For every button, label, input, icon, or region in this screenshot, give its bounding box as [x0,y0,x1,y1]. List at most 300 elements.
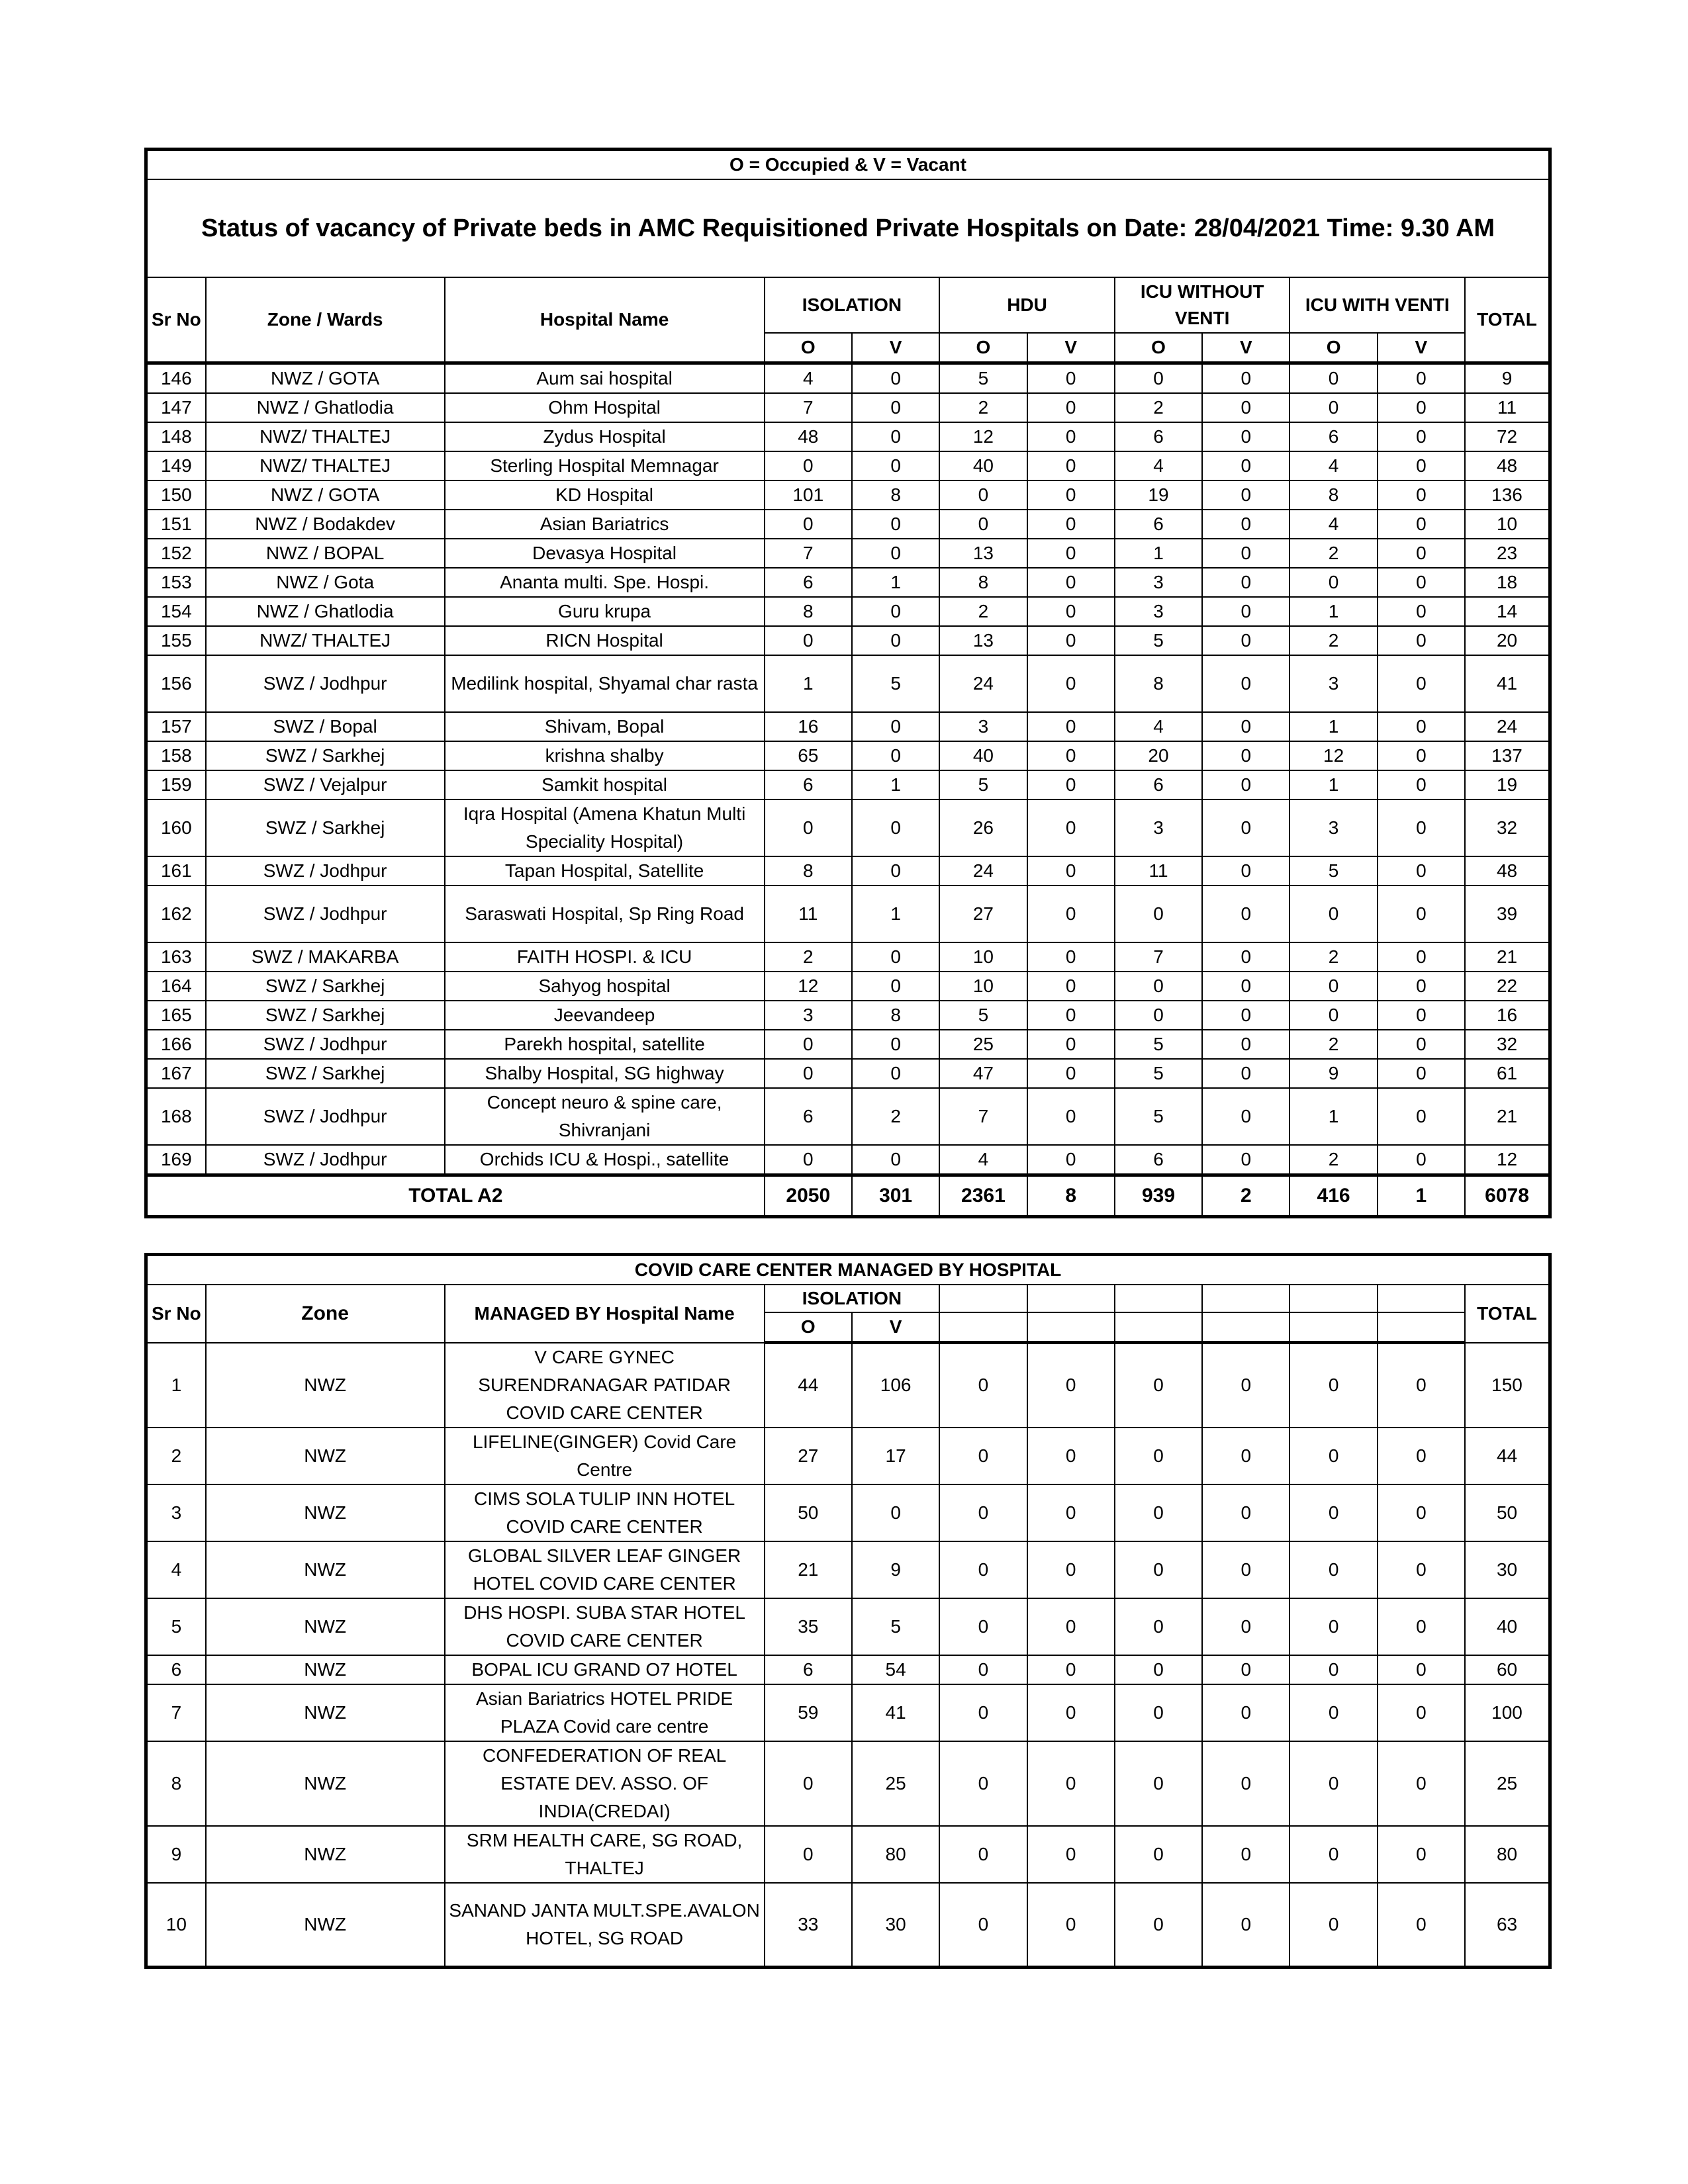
table-row [146,799,1550,856]
cell-sr-no: 159 [146,770,206,799]
cell-value: 0 [939,1343,1027,1428]
cell-value: 0 [939,480,1027,510]
cell-sr-no: 167 [146,1059,206,1088]
header-o: O [765,333,852,363]
cell-value: 1 [765,655,852,712]
covid-header-zone: Zone [206,1285,445,1343]
list-item [146,1826,1550,1883]
cell-value: 0 [1378,942,1465,972]
cell-value: 0 [1027,799,1115,856]
cell-value: 0 [1202,1598,1289,1655]
header-total: TOTAL [1465,277,1550,363]
header-icu-without-venti: ICU WITHOUT VENTI [1115,277,1290,333]
cell-value: 0 [1115,1826,1202,1883]
cell-value: 12 [765,972,852,1001]
cell-value: 1 [852,770,939,799]
cell-value: 0 [1378,539,1465,568]
cell-value: 44 [765,1343,852,1428]
cell-center-name: CIMS SOLA TULIP INN HOTEL COVID CARE CENTER [445,1484,765,1541]
cell-value: 3 [1115,597,1202,626]
table-row [146,972,1550,1001]
cell-value: 63 [1465,1883,1550,1968]
cell-zone: NWZ / GOTA [206,363,445,394]
cell-value: 6 [765,568,852,597]
cell-center-name: SANAND JANTA MULT.SPE.AVALON HOTEL, SG ROAD [445,1883,765,1968]
cell-center-name: BOPAL ICU GRAND O7 HOTEL [445,1655,765,1684]
cell-value: 4 [1289,451,1377,480]
cell-value: 0 [1289,886,1377,942]
cell-value: 12 [1465,1145,1550,1175]
cell-zone: SWZ / MAKARBA [206,942,445,972]
cell-hospital-name: Devasya Hospital [445,539,765,568]
cell-value: 0 [1027,1145,1115,1175]
cell-value: 1 [1289,712,1377,741]
cell-sr-no: 161 [146,856,206,886]
cell-value: 11 [765,886,852,942]
blank-header [1027,1285,1115,1312]
cell-value: 0 [765,1145,852,1175]
covid-header-o: O [765,1312,852,1343]
cell-value: 21 [1465,942,1550,972]
cell-hospital-name: Shalby Hospital, SG highway [445,1059,765,1088]
cell-hospital-name: FAITH HOSPI. & ICU [445,942,765,972]
cell-value: 0 [1378,799,1465,856]
cell-value: 5 [939,1001,1027,1030]
cell-value: 61 [1465,1059,1550,1088]
cell-value: 3 [1115,568,1202,597]
cell-hospital-name: Guru krupa [445,597,765,626]
total-value: 416 [1289,1175,1377,1217]
cell-value: 0 [1202,1428,1289,1484]
cell-value: 44 [1465,1428,1550,1484]
total-value: 8 [1027,1175,1115,1217]
cell-value: 0 [852,363,939,394]
header-sr-no: Sr No [146,277,206,363]
cell-value: 0 [1378,770,1465,799]
cell-value: 0 [1027,1428,1115,1484]
cell-value: 0 [1289,1541,1377,1598]
cell-value: 72 [1465,422,1550,451]
cell-value: 60 [1465,1655,1550,1684]
cell-value: 0 [1202,1741,1289,1826]
cell-value: 0 [1289,1343,1377,1428]
cell-value: 100 [1465,1684,1550,1741]
total-label: TOTAL A2 [146,1175,765,1217]
cell-value: 0 [1378,451,1465,480]
blank-header [1378,1312,1465,1343]
cell-value: 0 [1027,1001,1115,1030]
header-hdu: HDU [939,277,1115,333]
cell-value: 0 [852,1059,939,1088]
cell-hospital-name: Saraswati Hospital, Sp Ring Road [445,886,765,942]
cell-value: 106 [852,1343,939,1428]
cell-sr-no: 169 [146,1145,206,1175]
cell-sr-no: 9 [146,1826,206,1883]
cell-value: 24 [939,655,1027,712]
cell-value: 0 [1202,1145,1289,1175]
blank-header [1202,1312,1289,1343]
cell-value: 12 [1289,741,1377,770]
cell-value: 11 [1465,393,1550,422]
cell-value: 11 [1115,856,1202,886]
cell-value: 2 [1289,539,1377,568]
cell-value: 4 [1115,451,1202,480]
cell-value: 0 [765,1059,852,1088]
cell-sr-no: 160 [146,799,206,856]
cell-value: 0 [1202,1001,1289,1030]
cell-value: 0 [1027,770,1115,799]
cell-value: 0 [1202,856,1289,886]
table-row [146,597,1550,626]
cell-hospital-name: Jeevandeep [445,1001,765,1030]
cell-value: 0 [1378,1059,1465,1088]
cell-zone: SWZ / Sarkhej [206,799,445,856]
cell-value: 0 [1027,712,1115,741]
cell-value: 0 [1115,1343,1202,1428]
cell-zone: NWZ [206,1655,445,1684]
cell-value: 0 [1378,856,1465,886]
cell-value: 8 [939,568,1027,597]
cell-value: 0 [1027,1826,1115,1883]
cell-value: 0 [1289,1428,1377,1484]
cell-zone: SWZ / Jodhpur [206,886,445,942]
cell-value: 19 [1465,770,1550,799]
cell-value: 3 [765,1001,852,1030]
cell-value: 0 [1202,1088,1289,1145]
cell-value: 0 [1027,1684,1115,1741]
table-row [146,393,1550,422]
cell-sr-no: 1 [146,1343,206,1428]
cell-zone: NWZ / Ghatlodia [206,597,445,626]
cell-value: 33 [765,1883,852,1968]
cell-value: 0 [1202,712,1289,741]
cell-hospital-name: Sahyog hospital [445,972,765,1001]
cell-hospital-name: Orchids ICU & Hospi., satellite [445,1145,765,1175]
cell-value: 9 [852,1541,939,1598]
cell-value: 0 [1202,770,1289,799]
cell-value: 32 [1465,799,1550,856]
cell-value: 0 [1027,1883,1115,1968]
cell-zone: SWZ / Sarkhej [206,1001,445,1030]
cell-hospital-name: Iqra Hospital (Amena Khatun Multi Speciality Hospital) [445,799,765,856]
cell-sr-no: 146 [146,363,206,394]
cell-value: 50 [1465,1484,1550,1541]
cell-zone: SWZ / Jodhpur [206,1088,445,1145]
cell-value: 2 [852,1088,939,1145]
cell-value: 0 [765,1826,852,1883]
cell-value: 0 [852,1030,939,1059]
cell-hospital-name: krishna shalby [445,741,765,770]
cell-value: 4 [939,1145,1027,1175]
cell-sr-no: 147 [146,393,206,422]
cell-value: 0 [852,942,939,972]
cell-value: 0 [765,1030,852,1059]
blank-header [1202,1285,1289,1312]
cell-value: 0 [939,1484,1027,1541]
header-v: V [1027,333,1115,363]
total-value: 6078 [1465,1175,1550,1217]
covid-header-name: MANAGED BY Hospital Name [445,1285,765,1343]
cell-value: 30 [852,1883,939,1968]
cell-value: 0 [852,972,939,1001]
cell-value: 80 [852,1826,939,1883]
cell-value: 14 [1465,597,1550,626]
cell-value: 5 [1115,1030,1202,1059]
cell-value: 12 [939,422,1027,451]
table-row [146,1088,1550,1145]
cell-zone: SWZ / Jodhpur [206,1030,445,1059]
cell-value: 0 [1289,1001,1377,1030]
cell-value: 0 [1378,655,1465,712]
cell-value: 0 [1115,1001,1202,1030]
cell-sr-no: 148 [146,422,206,451]
cell-value: 0 [1027,539,1115,568]
cell-zone: SWZ / Jodhpur [206,655,445,712]
cell-value: 0 [939,510,1027,539]
cell-value: 0 [1202,1030,1289,1059]
covid-header-isolation: ISOLATION [765,1285,940,1312]
covid-care-table [144,1253,1552,1969]
cell-sr-no: 3 [146,1484,206,1541]
cell-value: 1 [1289,770,1377,799]
list-item [146,1883,1550,1968]
cell-hospital-name: Aum sai hospital [445,363,765,394]
blank-header [1289,1285,1377,1312]
cell-value: 4 [1289,510,1377,539]
table-row [146,712,1550,741]
private-beds-table [144,148,1552,1218]
cell-value: 0 [765,451,852,480]
cell-value: 16 [1465,1001,1550,1030]
cell-center-name: LIFELINE(GINGER) Covid Care Centre [445,1428,765,1484]
cell-center-name: V CARE GYNEC SURENDRANAGAR PATIDAR COVID CARE CENTER [445,1343,765,1428]
cell-value: 0 [1202,451,1289,480]
cell-value: 5 [852,1598,939,1655]
cell-value: 0 [1027,1655,1115,1684]
cell-value: 0 [1378,1145,1465,1175]
cell-hospital-name: Shivam, Bopal [445,712,765,741]
cell-value: 8 [765,856,852,886]
table-row [146,626,1550,655]
cell-zone: NWZ / Ghatlodia [206,393,445,422]
list-item [146,1655,1550,1684]
cell-value: 10 [939,942,1027,972]
cell-value: 1 [1289,1088,1377,1145]
cell-zone: SWZ / Sarkhej [206,972,445,1001]
cell-value: 2 [1289,942,1377,972]
cell-value: 9 [1289,1059,1377,1088]
cell-value: 5 [1115,626,1202,655]
header-zone: Zone / Wards [206,277,445,363]
cell-value: 0 [1289,1655,1377,1684]
cell-value: 0 [1202,510,1289,539]
cell-zone: NWZ/ THALTEJ [206,626,445,655]
cell-value: 0 [852,856,939,886]
cell-value: 0 [939,1684,1027,1741]
covid-title: COVID CARE CENTER MANAGED BY HOSPITAL [146,1255,1550,1285]
cell-hospital-name: Sterling Hospital Memnagar [445,451,765,480]
cell-value: 0 [1378,568,1465,597]
cell-hospital-name: Tapan Hospital, Satellite [445,856,765,886]
cell-value: 0 [1202,363,1289,394]
cell-hospital-name: Zydus Hospital [445,422,765,451]
cell-value: 0 [1378,1541,1465,1598]
cell-value: 0 [1289,393,1377,422]
cell-value: 150 [1465,1343,1550,1428]
cell-value: 0 [1378,510,1465,539]
cell-value: 0 [1027,422,1115,451]
cell-sr-no: 2 [146,1428,206,1484]
cell-value: 0 [1115,1883,1202,1968]
cell-value: 0 [1027,626,1115,655]
cell-hospital-name: Parekh hospital, satellite [445,1030,765,1059]
cell-value: 0 [1289,1826,1377,1883]
cell-value: 0 [1202,1541,1289,1598]
cell-value: 2 [1289,626,1377,655]
cell-value: 0 [1202,539,1289,568]
cell-value: 0 [852,1484,939,1541]
cell-center-name: Asian Bariatrics HOTEL PRIDE PLAZA Covid care centre [445,1684,765,1741]
cell-value: 24 [939,856,1027,886]
cell-value: 0 [852,597,939,626]
cell-value: 0 [1378,1655,1465,1684]
cell-value: 40 [1465,1598,1550,1655]
cell-value: 26 [939,799,1027,856]
cell-zone: NWZ [206,1428,445,1484]
cell-value: 2 [1289,1145,1377,1175]
cell-zone: NWZ / BOPAL [206,539,445,568]
cell-value: 0 [1027,1343,1115,1428]
cell-value: 8 [765,597,852,626]
cell-value: 0 [1378,480,1465,510]
covid-header-v: V [852,1312,939,1343]
cell-value: 0 [1027,655,1115,712]
cell-value: 0 [1115,1655,1202,1684]
cell-value: 6 [1115,1145,1202,1175]
cell-value: 7 [765,393,852,422]
total-row [146,1175,1550,1217]
cell-value: 0 [1378,886,1465,942]
total-value: 1 [1378,1175,1465,1217]
cell-value: 0 [852,799,939,856]
cell-value: 35 [765,1598,852,1655]
cell-zone: SWZ / Sarkhej [206,1059,445,1088]
cell-value: 0 [852,393,939,422]
cell-value: 0 [1289,363,1377,394]
cell-value: 0 [1202,626,1289,655]
cell-value: 0 [1202,1059,1289,1088]
header-hospital: Hospital Name [445,277,765,363]
cell-zone: SWZ / Vejalpur [206,770,445,799]
cell-value: 6 [765,770,852,799]
covid-header-total: TOTAL [1465,1285,1550,1343]
cell-value: 16 [765,712,852,741]
cell-value: 0 [1027,568,1115,597]
cell-zone: NWZ / Bodakdev [206,510,445,539]
cell-sr-no: 149 [146,451,206,480]
cell-value: 0 [1289,1883,1377,1968]
cell-sr-no: 154 [146,597,206,626]
cell-value: 30 [1465,1541,1550,1598]
cell-value: 13 [939,539,1027,568]
cell-value: 0 [1027,597,1115,626]
cell-value: 0 [1202,568,1289,597]
cell-value: 4 [765,363,852,394]
cell-center-name: DHS HOSPI. SUBA STAR HOTEL COVID CARE CENTER [445,1598,765,1655]
cell-value: 6 [1289,422,1377,451]
list-item [146,1484,1550,1541]
cell-value: 0 [1027,510,1115,539]
blank-header [1289,1312,1377,1343]
cell-zone: NWZ [206,1484,445,1541]
list-item [146,1541,1550,1598]
cell-value: 7 [939,1088,1027,1145]
cell-value: 0 [939,1655,1027,1684]
cell-zone: SWZ / Sarkhej [206,741,445,770]
cell-value: 0 [1378,712,1465,741]
cell-sr-no: 164 [146,972,206,1001]
cell-sr-no: 158 [146,741,206,770]
cell-value: 8 [852,480,939,510]
cell-value: 0 [765,510,852,539]
cell-zone: SWZ / Bopal [206,712,445,741]
cell-value: 41 [1465,655,1550,712]
cell-sr-no: 8 [146,1741,206,1826]
cell-value: 2 [1289,1030,1377,1059]
cell-value: 6 [1115,422,1202,451]
blank-header [1378,1285,1465,1312]
cell-value: 48 [1465,451,1550,480]
cell-value: 0 [1378,626,1465,655]
cell-value: 0 [1202,1684,1289,1741]
cell-value: 2 [1115,393,1202,422]
cell-value: 21 [1465,1088,1550,1145]
cell-value: 101 [765,480,852,510]
header-v: V [1378,333,1465,363]
cell-value: 47 [939,1059,1027,1088]
blank-header [939,1312,1027,1343]
cell-value: 0 [852,451,939,480]
cell-value: 0 [852,741,939,770]
cell-value: 0 [1027,1741,1115,1826]
cell-value: 4 [1115,712,1202,741]
cell-zone: NWZ [206,1883,445,1968]
cell-center-name: SRM HEALTH CARE, SG ROAD, THALTEJ [445,1826,765,1883]
cell-sr-no: 4 [146,1541,206,1598]
cell-value: 8 [1289,480,1377,510]
cell-sr-no: 152 [146,539,206,568]
cell-hospital-name: Ohm Hospital [445,393,765,422]
cell-value: 0 [852,422,939,451]
list-item [146,1684,1550,1741]
cell-value: 20 [1115,741,1202,770]
cell-sr-no: 168 [146,1088,206,1145]
cell-value: 0 [1202,1343,1289,1428]
cell-value: 0 [852,510,939,539]
cell-value: 0 [1115,1598,1202,1655]
cell-hospital-name: Ananta multi. Spe. Hospi. [445,568,765,597]
cell-sr-no: 5 [146,1598,206,1655]
header-o: O [1115,333,1202,363]
cell-value: 0 [852,626,939,655]
cell-value: 27 [765,1428,852,1484]
table-row [146,422,1550,451]
cell-value: 0 [1378,741,1465,770]
blank-header [1115,1312,1202,1343]
cell-value: 0 [1378,1030,1465,1059]
header-icu-with-venti: ICU WITH VENTI [1289,277,1465,333]
cell-value: 6 [1115,510,1202,539]
